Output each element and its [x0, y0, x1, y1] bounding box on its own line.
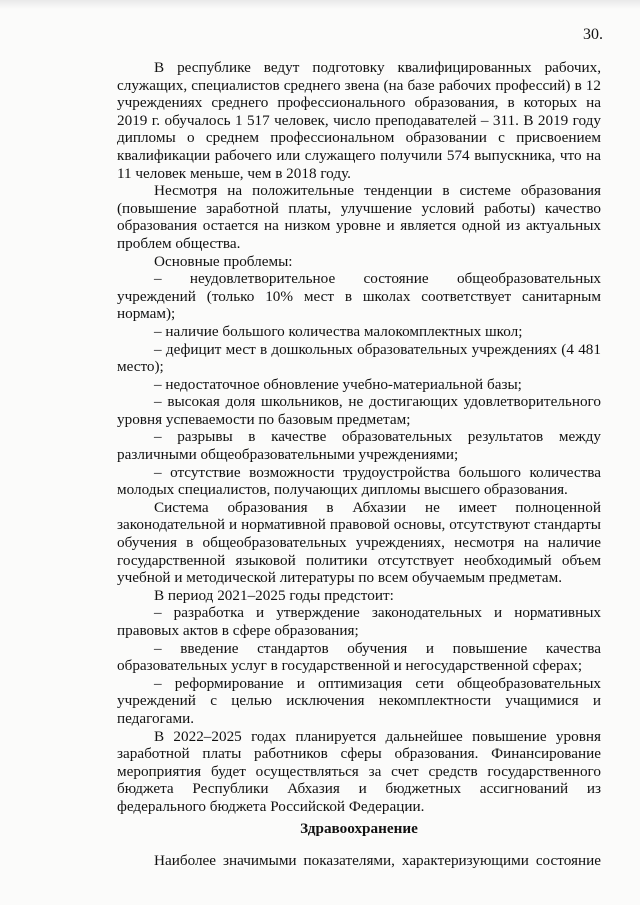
list-item-problem-6: – разрывы в качестве образовательных результатов между различными общеобразовательными учреждениями;	[117, 428, 601, 464]
paragraph-vocational-training: В республике ведут подготовку квалифицированных рабочих, служащих, специалистов среднего звена (на базе рабочих профессий) в 12 учреждениях среднего профессионального образования, в которых на 2019 г. обучалось 1 517 человек, число преподавателей – 311. В 2019 году дипломы о среднем профессиональном образовании с присвоением квалификации рабочего или служащего получили 574 выпускника, что на 11 человек меньше, чем в 2018 году.	[117, 59, 601, 182]
section-heading: Здравоохранение	[300, 820, 418, 837]
list-item-problem-3: – дефицит мест в дошкольных образовательных учреждениях (4 481 место);	[117, 340, 601, 376]
list-item-task-1: – разработка и утверждение законодательных и нормативных правовых актов в сфере образования;	[117, 604, 601, 639]
paragraph-period-heading: В период 2021–2025 годы предстоит:	[154, 586, 394, 604]
list-item-task-3: – реформирование и оптимизация сети общеобразовательных учреждений с целью исключения некомплектности учащимися и педагогами.	[117, 674, 601, 727]
scan-edge	[0, 0, 640, 9]
paragraph-main-problems-heading: Основные проблемы:	[154, 252, 293, 270]
list-item-problem-2: – наличие большого количества малокомплектных школ;	[154, 322, 523, 340]
paragraph-salary-plan: В 2022–2025 годах планируется дальнейшее повышение уровня заработной платы работников сферы образования. Финансирование мероприятия будет осуществляться за счет средств государственного бюджета Республики Абхазия и бюджетных ассигнований из федерального бюджета Российской Федерации.	[117, 727, 601, 815]
list-item-task-2: – введение стандартов обучения и повышение качества образовательных услуг в государственной и негосударственной сферах;	[117, 639, 601, 675]
list-item-problem-1: – неудовлетворительное состояние общеобразовательных учреждений (только 10% мест в школах соответствует санитарным нормам);	[117, 270, 601, 323]
list-item-problem-5: – высокая доля школьников, не достигающих удовлетворительного уровня успеваемости по базовым предметам;	[117, 393, 601, 428]
paragraph-education-quality: Несмотря на положительные тенденции в системе образования (повышение заработной платы, улучшение условий работы) качество образования остается на низком уровне и является одной из актуальных проблем общества.	[117, 182, 601, 252]
paragraph-legal-framework: Система образования в Абхазии не имеет полноценной законодательной и нормативной правовой основы, отсутствуют стандарты обучения в общеобразовательных учреждениях, несмотря на наличие государственной языковой политики отсутствует необходимый объем учебной и методической литературы по всем обучаемым предметам.	[117, 498, 601, 587]
page-number: 30.	[583, 26, 603, 43]
document-body	[117, 59, 601, 816]
paragraph-healthcare-start: Наиболее значимыми показателями, характеризующими состояние	[154, 852, 601, 869]
list-item-problem-4: – недостаточное обновление учебно-материальной базы;	[154, 375, 522, 393]
list-item-problem-7: – отсутствие возможности трудоустройства большого количества молодых специалистов, получающих дипломы высшего образования.	[117, 463, 601, 499]
